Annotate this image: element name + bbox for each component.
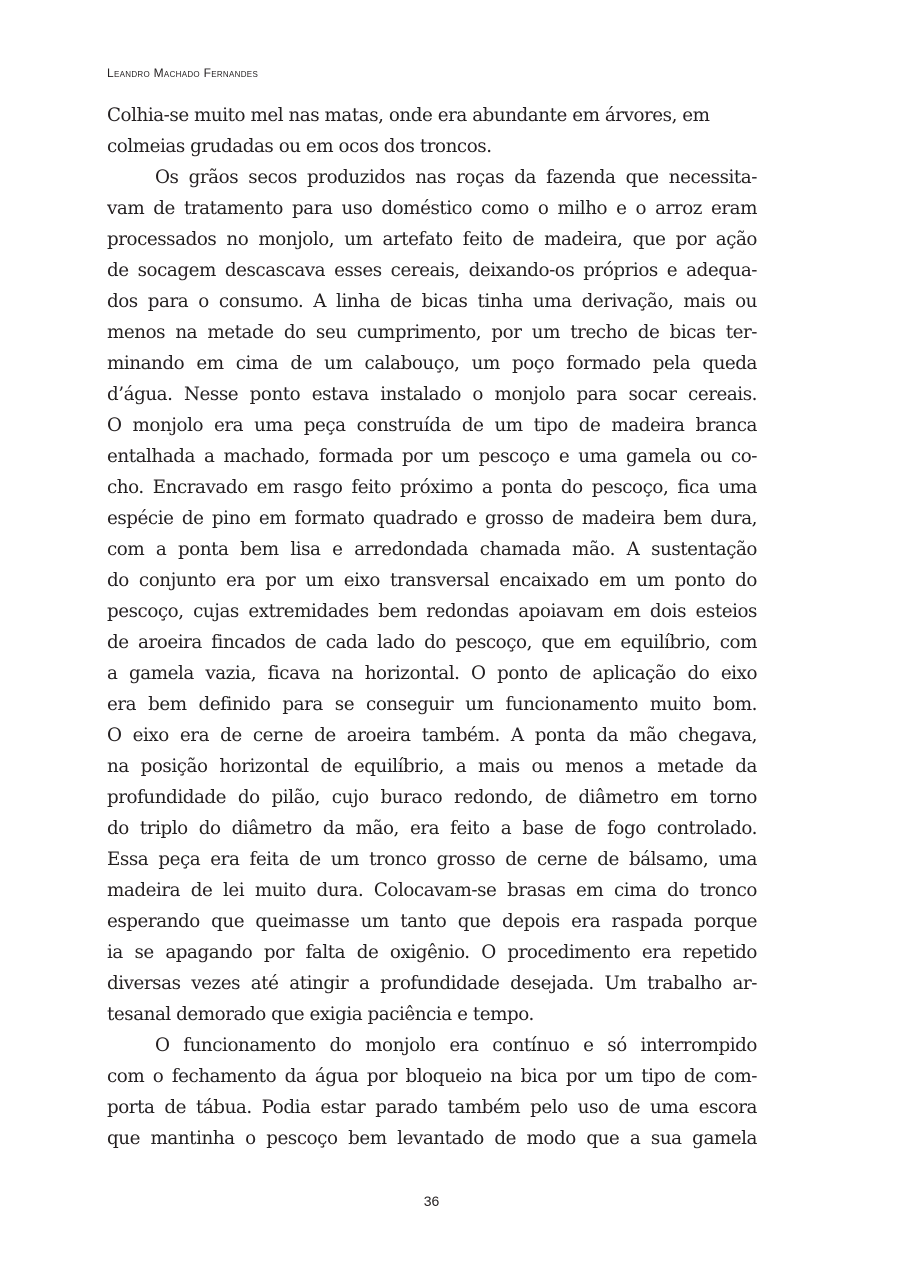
text-line: Essa peça era feita de um tronco grosso de cerne de bálsamo, uma <box>107 849 757 870</box>
text-line: entalhada a machado, formada por um pescoço e uma gamela ou co- <box>107 446 757 467</box>
text-line: que mantinha o pescoço bem levantado de modo que a sua gamela <box>107 1128 757 1149</box>
text-line: profundidade do pilão, cujo buraco redondo, de diâmetro em torno <box>107 787 757 808</box>
text-line: porta de tábua. Podia estar parado também pelo uso de uma escora <box>107 1097 757 1118</box>
text-line: do triplo do diâmetro da mão, era feito a base de fogo controlado. <box>107 818 757 839</box>
text-line: O funcionamento do monjolo era contínuo e só interrompido <box>155 1035 757 1056</box>
text-line: de aroeira fincados de cada lado do pescoço, que em equilíbrio, com <box>107 632 757 653</box>
text-line: do conjunto era por um eixo transversal encaixado em um ponto do <box>107 570 757 591</box>
text-line: d’água. Nesse ponto estava instalado o monjolo para socar cereais. <box>107 384 757 405</box>
text-line: espécie de pino em formato quadrado e grosso de madeira bem dura, <box>107 508 757 529</box>
text-line: esperando que queimasse um tanto que depois era raspada porque <box>107 911 757 932</box>
text-line: Os grãos secos produzidos nas roças da fazenda que necessita- <box>155 167 757 188</box>
text-line: diversas vezes até atingir a profundidade desejada. Um trabalho ar- <box>107 973 757 994</box>
text-line: minando em cima de um calabouço, um poço formado pela queda <box>107 353 757 374</box>
text-line: cho. Encravado em rasgo feito próximo a ponta do pescoço, fica uma <box>107 477 757 498</box>
text-line: O eixo era de cerne de aroeira também. A ponta da mão chegava, <box>107 725 757 746</box>
text-line: de socagem descascava esses cereais, deixando-os próprios e adequa- <box>107 260 757 281</box>
text-line: colmeias grudadas ou em ocos dos troncos. <box>107 136 492 157</box>
text-line: vam de tratamento para uso doméstico como o milho e o arroz eram <box>107 198 757 219</box>
text-line: na posição horizontal de equilíbrio, a mais ou menos a metade da <box>107 756 757 777</box>
text-line: Colhia-se muito mel nas matas, onde era abundante em árvores, em <box>107 105 710 126</box>
body-text <box>107 100 757 1154</box>
text-line: O monjolo era uma peça construída de um tipo de madeira branca <box>107 415 757 436</box>
text-line: menos na metade do seu cumprimento, por um trecho de bicas ter- <box>107 322 757 343</box>
text-line: processados no monjolo, um artefato feito de madeira, que por ação <box>107 229 757 250</box>
page-number: 36 <box>423 1193 440 1209</box>
text-line: tesanal demorado que exigia paciência e tempo. <box>107 1004 534 1025</box>
text-line: dos para o consumo. A linha de bicas tinha uma derivação, mais ou <box>107 291 757 312</box>
text-line: era bem definido para se conseguir um funcionamento muito bom. <box>107 694 757 715</box>
text-line: com a ponta bem lisa e arredondada chamada mão. A sustentação <box>107 539 757 560</box>
text-line: pescoço, cujas extremidades bem redondas apoiavam em dois esteios <box>107 601 757 622</box>
running-header: Leandro Machado Fernandes <box>107 66 259 80</box>
text-line: madeira de lei muito dura. Colocavam-se brasas em cima do tronco <box>107 880 757 901</box>
text-line: a gamela vazia, ficava na horizontal. O ponto de aplicação do eixo <box>107 663 757 684</box>
text-line: com o fechamento da água por bloqueio na bica por um tipo de com- <box>107 1066 757 1087</box>
text-line: ia se apagando por falta de oxigênio. O procedimento era repetido <box>107 942 757 963</box>
